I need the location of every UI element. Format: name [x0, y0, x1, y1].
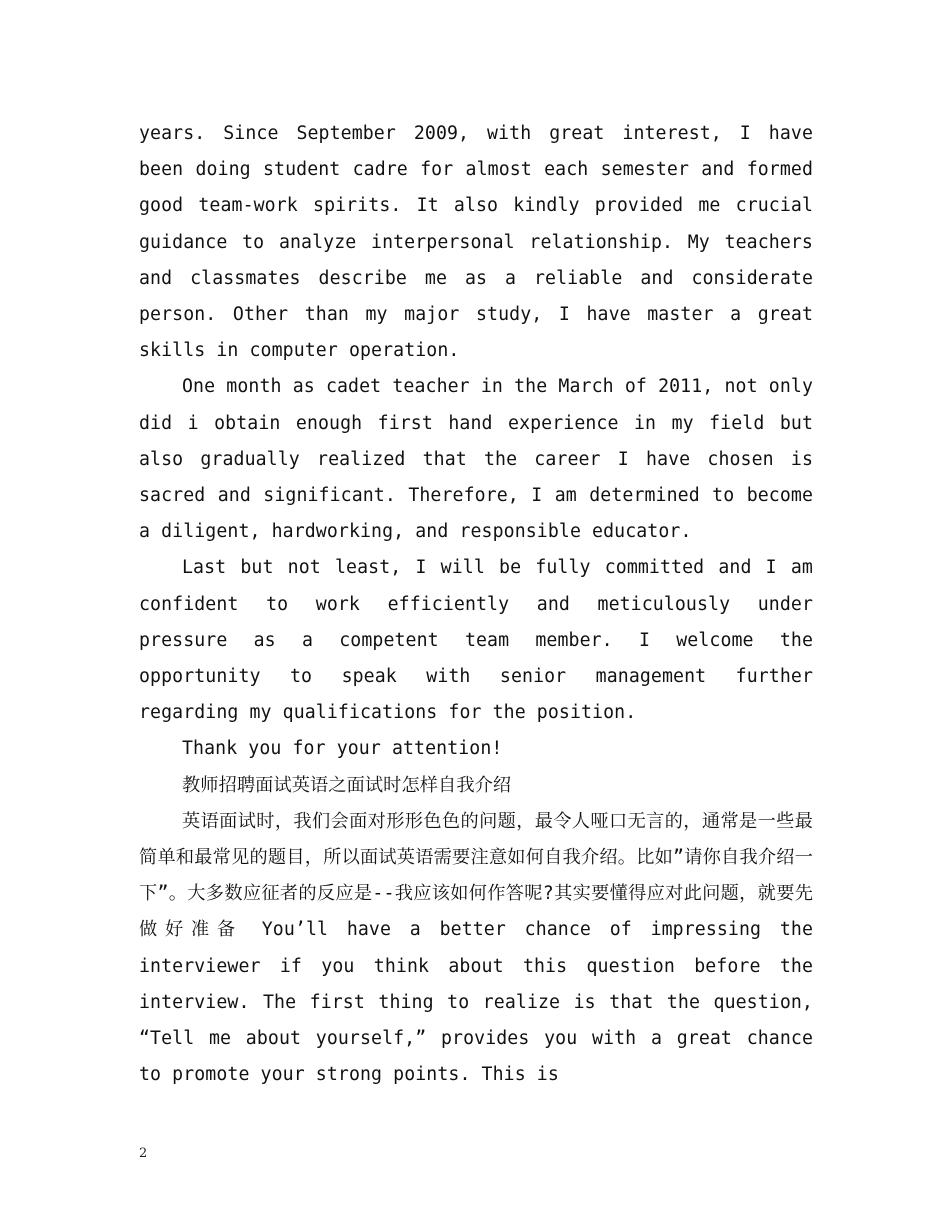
paragraph-5: 英语面试时，我们会面对形形色色的问题，最令人哑口无言的，通常是一些最简单和最常见的题目，所以面试英语需要注意如何自我介绍。比如”请你自我介绍一下”。大多数应征者的反应是--我应该如何作答呢?其实要懂得应对此问题，就要先做好准备 You’ll have a better chance of impressing the interviewer if you think about this question before the interview. The first thing to realize is that the question, “Tell me about yourself,” provides you with a great chance to promote your strong points. This is: [139, 810, 813, 1086]
section-heading: 教师招聘面试英语之面试时怎样自我介绍: [182, 774, 512, 796]
paragraph-3: Last but not least, I will be fully committed and I am confident to work efficiently and meticulously under pressure as a competent team member. I welcome the opportunity to speak with senior management further regarding my qualifications for the position.: [139, 557, 813, 724]
paragraph-1: years. Since September 2009, with great interest, I have been doing student cadre for almost each semester and formed good team-work spirits. It also kindly provided me crucial guidance to analyze interpersonal relationship. My teachers and classmates describe me as a reliable and considerate person. Other than my major study, I have master a great skills in computer operation.: [139, 123, 813, 362]
page-number: 2: [139, 1146, 148, 1161]
paragraph-2: One month as cadet teacher in the March of 2011, not only did i obtain enough first hand experience in my field but also gradually realized that the career I have chosen is sacred and significant. Therefore, I am determined to become a diligent, hardworking, and responsible educator.: [139, 376, 813, 543]
paragraph-closing: Thank you for your attention!: [182, 738, 503, 760]
document-body: [139, 116, 813, 1093]
